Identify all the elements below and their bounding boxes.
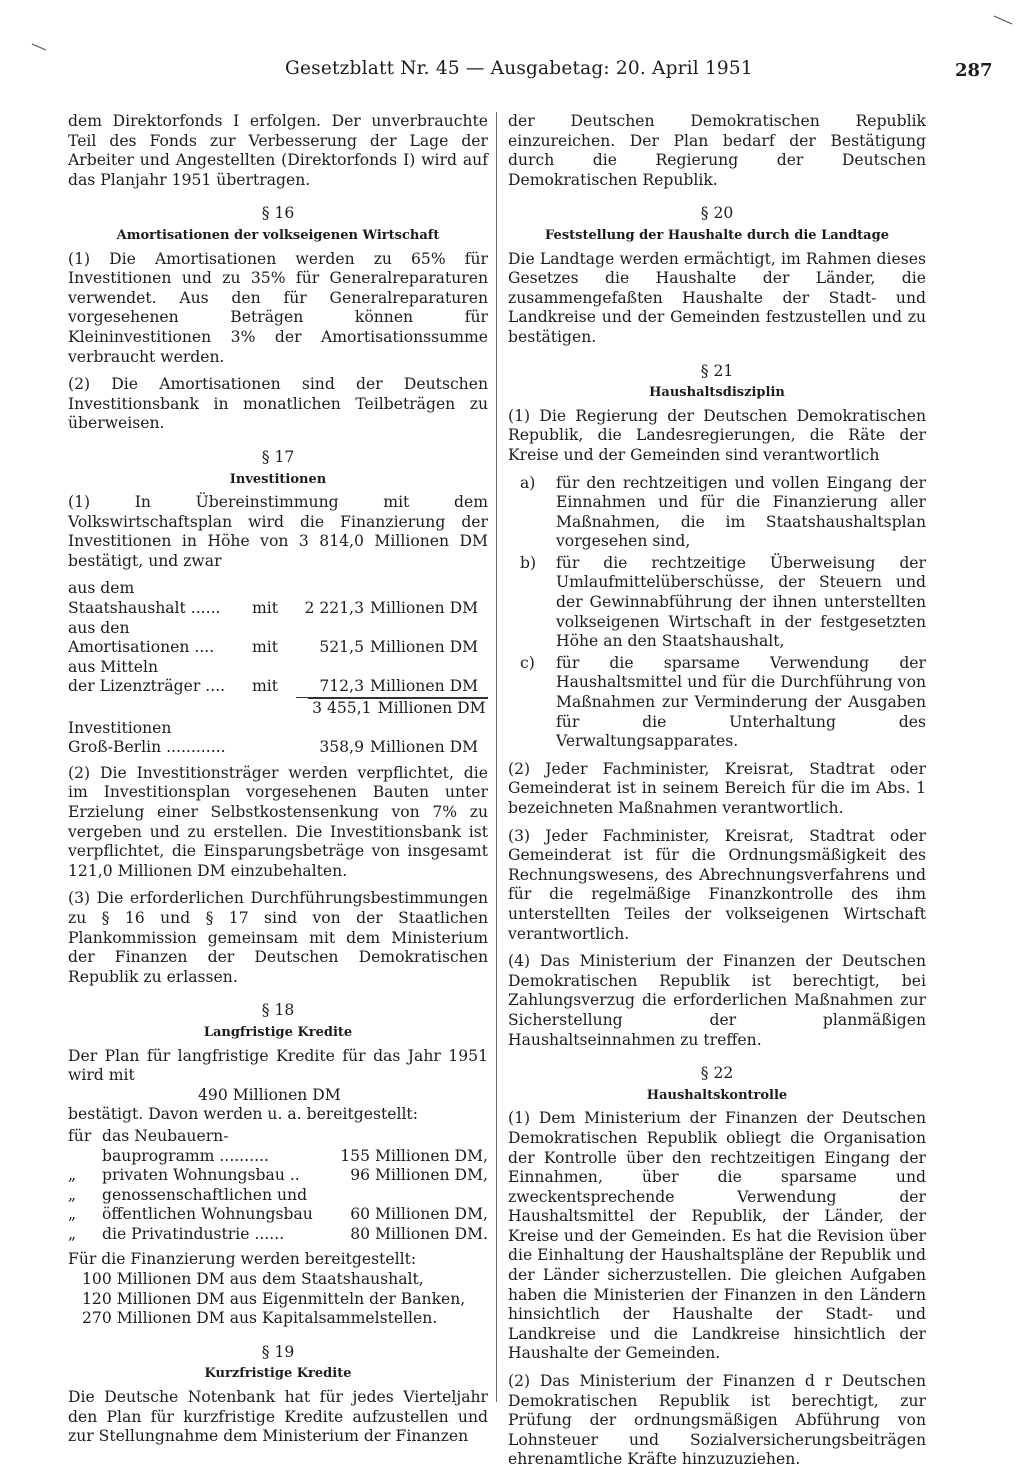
section-title-16: Amortisationen der volkseigenen Wirtschaft [116,227,440,243]
table-label: Amortisationen .... [68,638,215,657]
table-row [68,677,488,698]
scan-speck [30,40,54,54]
section-21-paragraph-1: (1) Die Regierung der Deutschen Demokratischen Republik, die Landesregierungen, die Räte der Kreise und der Gemeinden sind verantwortlich [508,406,926,464]
section-title-22: Haushaltskontrolle [646,1087,788,1103]
list-item [508,654,926,752]
list-item [68,1127,488,1147]
list-item [508,554,926,652]
list-prefix: „ [68,1166,77,1185]
table-row [68,658,488,678]
list-amount: 155 Millionen DM, [340,1146,488,1165]
section-number-17: § 17 [261,447,295,466]
credit-total: 490 Millionen DM [198,1085,341,1104]
section-18-allocation-intro: bestätigt. Davon werden u. a. bereitgestellt: [68,1105,418,1124]
section-17-paragraph-2: (2) Die Investitionsträger werden verpflichtet, die im Investitionsplan vorgesehenen Bauten unter Erzielung einer Selbstkostensenkung von 7% zu vergeben und zu erstellen. Die Investitionsbank ist verpflichtet, die Einsparungsbeträge von insgesamt 121,0 Millionen DM einzubehalten. [68,763,488,880]
table-mit: mit [252,677,279,696]
right-column [508,112,926,1478]
section-16-paragraph-1: (1) Die Amortisationen werden zu 65% für Investitionen und zu 35% für Generalreparaturen verwendet. Aus den für Generalreparaturen vorgesehenen Beträgen können für Kleininvestitionen 3% der Amortisationssumme verbraucht werden. [68,249,488,366]
list-amount: 80 Millionen DM. [350,1224,488,1243]
table-label: aus Mitteln [68,657,159,676]
table-row [68,599,488,619]
section-number-21: § 21 [700,361,734,380]
section-title-21: Haushaltsdisziplin [649,385,785,401]
section-number-19: § 19 [261,1342,295,1361]
section-22-paragraph-1: (1) Dem Ministerium der Finanzen der Deutschen Demokratischen Republik obliegt die Organisation der Kontrolle über den rechtzeitigen Eingang der Einnahmen, über die sparsame und zweckentsprechende Verwendung der Haushaltsmittel der Republik, der Länder, der Kreise und der Gemeinden. Es hat die Revision über die Einhaltung der Haushaltspläne der Republik und der Länder sicherzustellen. Die gleichen Aufgaben haben die Ministerien der Finanzen in den Ländern hinsichtlich der Haushalte der Stadt- und Landkreise und die Landkreise hinsichtlich der Haushalte der Gemeinden. [508,1109,926,1363]
section-number-16: § 16 [261,204,295,223]
table-row [68,719,488,739]
intro-paragraph: dem Direktorfonds I erfolgen. Der unverbrauchte Teil des Fonds zur Verbesserung der Lage der Arbeiter und Angestellten (Direktorfonds I) wird auf das Planjahr 1951 übertragen. [68,112,488,189]
table-label: aus den [68,618,130,637]
table-value: 358,9 [319,738,364,757]
section-title-18: Langfristige Kredite [203,1024,353,1040]
table-value: 2 221,3 [304,599,364,618]
list-letter: c) [520,653,535,672]
table-label: Staatshaushalt ...... [68,599,221,618]
page-header [0,58,1024,90]
list-item [508,474,926,552]
list-label: das Neubauern- [102,1126,229,1145]
table-row [68,638,488,658]
table-unit: Millionen DM [370,677,488,698]
list-label: die Privatindustrie ...... [102,1224,285,1243]
table-row [68,579,488,599]
section-number-18: § 18 [261,1001,295,1020]
table-unit: Millionen DM [370,638,479,657]
list-label: bauprogramm .......... [102,1146,269,1165]
list-text: für die sparsame Verwendung der Haushaltsmittel und für die Durchführung von Maßnahmen zur Verminderung der Ausgaben für die Unterhaltung des Verwaltungsapparates. [556,653,926,751]
scan-speck [990,12,1020,28]
list-item [68,1225,488,1245]
table-label: aus dem [68,579,135,598]
list-prefix: für [68,1126,92,1145]
left-column [68,112,488,1455]
section-21-paragraph-2: (2) Jeder Fachminister, Kreisrat, Stadtrat oder Gemeinderat ist in seinem Bereich für die im Abs. 1 bezeichneten Maßnahmen verantwortlich. [508,759,926,817]
section-20-paragraph-1: Die Landtage werden ermächtigt, im Rahmen dieses Gesetzes die Haushalte der Länder, die zusammengefaßten Haushalte der Stadt- und Landkreise und der Gemeinden festzustellen und zu bestätigen. [508,249,926,346]
section-18-paragraph-1: Der Plan für langfristige Kredite für das Jahr 1951 wird mit [68,1046,488,1085]
section-title-17: Investitionen [229,471,327,487]
section-number-22: § 22 [700,1064,734,1083]
financing-intro: Für die Finanzierung werden bereitgestellt: [68,1250,417,1269]
list-item [68,1186,488,1206]
financing-item: 100 Millionen DM aus dem Staatshaushalt, [82,1270,424,1289]
table-label: Groß-Berlin ............ [68,738,226,757]
list-amount: 60 Millionen DM, [350,1205,488,1224]
table-sum-value: 3 455,1 [312,699,372,718]
section-number-20: § 20 [700,204,734,223]
section-16-paragraph-2: (2) Die Amortisationen sind der Deutschen Investitionsbank in monatlichen Teilbeträgen zu überweisen. [68,375,488,433]
section-22-paragraph-2: (2) Das Ministerium der Finanzen d r Deutschen Demokratischen Republik ist berechtigt, zur Prüfung der ordnungsmäßigen Abführung von Lohnsteuer und Sozialversicherungsbeiträgen ehrenamtliche Kräfte hinzuzuziehen. [508,1372,926,1469]
table-value: 712,3 [296,677,370,698]
table-unit: Millionen DM [370,738,479,757]
section-title-20: Feststellung der Haushalte durch die Landtage [545,227,889,243]
list-letter: b) [520,553,537,572]
table-sum-row [308,698,488,719]
table-row [68,738,488,758]
section-21-paragraph-3: (3) Jeder Fachminister, Kreisrat, Stadtrat oder Gemeinderat ist für die Ordnungsmäßigkeit des Rechnungswesens, des Abrechnungsverfahrens und für die regelmäßige Finanzkontrolle des ihm unterstellten Teiles der volkseigenen Wirtschaft verantwortlich. [508,826,926,943]
list-prefix: „ [68,1205,77,1224]
financing-item: 270 Millionen DM aus Kapitalsammelstellen. [82,1309,438,1328]
section-title-19: Kurzfristige Kredite [204,1366,352,1382]
list-label: privaten Wohnungsbau .. [102,1166,300,1185]
list-prefix: „ [68,1224,77,1243]
gazette-title: Gesetzblatt Nr. 45 — Ausgabetag: 20. April 1951 [285,58,753,79]
table-unit: Millionen DM [370,599,479,618]
list-item [68,1147,488,1167]
section-17-paragraph-3: (3) Die erforderlichen Durchführungsbestimmungen zu § 16 und § 17 sind von der Staatlichen Plankommission gemeinsam mit dem Ministerium der Finanzen der Deutschen Demokratischen Republik zu erlassen. [68,889,488,986]
list-item [68,1205,488,1225]
table-label: Investitionen [68,718,172,737]
section-21-paragraph-4: (4) Das Ministerium der Finanzen der Deutschen Demokratischen Republik ist berechtigt, bei Zahlungsverzug die erforderlichen Maßnahmen zur Sicherstellung der planmäßigen Haushaltseinnahmen zu treffen. [508,952,926,1049]
financing-item: 120 Millionen DM aus Eigenmitteln der Banken, [82,1289,466,1308]
right-intro-paragraph: der Deutschen Demokratischen Republik einzureichen. Der Plan bedarf der Bestätigung durch die Regierung der Deutschen Demokratischen Republik. [508,112,926,189]
section-17-paragraph-1: (1) In Übereinstimmung mit dem Volkswirtschaftsplan wird die Finanzierung der Investitionen in Höhe von 3 814,0 Millionen DM bestätigt, und zwar [68,493,488,570]
column-divider [496,112,497,1402]
investment-table [68,579,488,757]
list-text: für den rechtzeitigen und vollen Eingang der Einnahmen und für die Finanzierung aller Maßnahmen, die im Staatshaushaltsplan vorgesehen sind, [556,473,926,551]
list-prefix: „ [68,1185,77,1204]
list-item [68,1166,488,1186]
list-letter: a) [520,473,536,492]
table-mit: mit [252,599,279,618]
table-sum-unit: Millionen DM [377,699,486,718]
section-19-paragraph-1: Die Deutsche Notenbank hat für jedes Vierteljahr den Plan für kurzfristige Kredite aufzustellen und zur Stellungnahme dem Ministerium der Finanzen [68,1388,488,1446]
list-text: für die rechtzeitige Überweisung der Umlaufmittelüberschüsse, der Steuern und der Gewinnabführung der ihnen unterstellten volkseigenen Wirtschaft in der festgesetzten Höhe an den Staatshaushalt, [556,553,926,651]
list-label: genossenschaftlichen und [102,1185,308,1204]
page-number: 287 [955,60,993,81]
table-value: 521,5 [319,638,364,657]
credit-list [68,1127,488,1245]
list-amount: 96 Millionen DM, [350,1166,488,1185]
table-mit: mit [252,638,279,657]
list-label: öffentlichen Wohnungsbau [102,1205,313,1224]
table-label: der Lizenzträger .... [68,677,226,696]
table-row [68,619,488,639]
